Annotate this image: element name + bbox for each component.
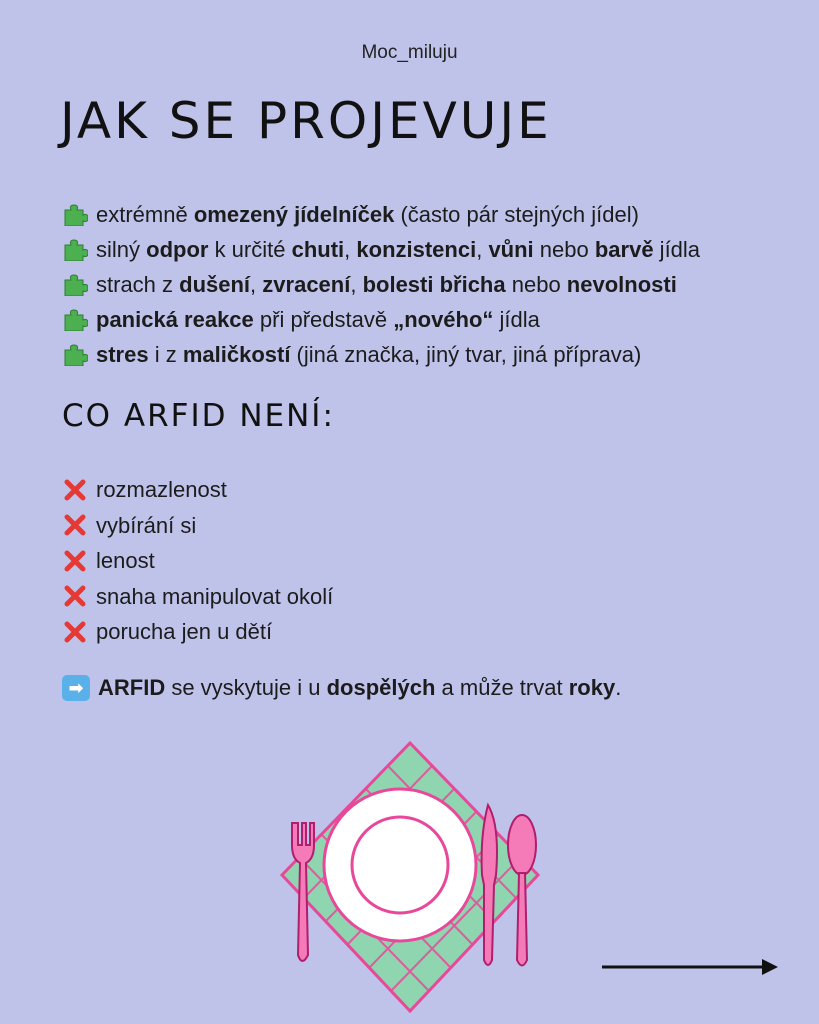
- note-text: [98, 675, 621, 701]
- text-segment: ,: [344, 237, 357, 262]
- note-line: [62, 675, 621, 701]
- bold-text: roky: [568, 675, 616, 700]
- text-segment: a může trvat: [435, 675, 569, 700]
- not-item: [62, 508, 333, 544]
- symptom-text: [96, 197, 639, 232]
- text-segment: jídla: [493, 307, 540, 332]
- plate-cutlery-illustration: [270, 735, 550, 1020]
- text-segment: při představě: [253, 307, 394, 332]
- not-item: [62, 543, 333, 579]
- bold-text: dospělých: [326, 675, 436, 700]
- text-segment: strach z: [96, 272, 180, 297]
- account-handle: Moc_miluju: [361, 42, 458, 63]
- cross-mark-icon: [62, 550, 88, 572]
- bold-text: „nového“: [393, 307, 494, 332]
- next-arrow-icon[interactable]: [600, 955, 782, 979]
- text-segment: jídla: [653, 237, 701, 262]
- text-segment: se vyskytuje i u: [165, 675, 327, 700]
- bold-text: vůni: [488, 237, 534, 262]
- bold-text: odpor: [146, 237, 209, 262]
- bold-text: stres: [96, 342, 149, 367]
- text-segment: ,: [250, 272, 263, 297]
- cross-mark-icon: [62, 585, 88, 607]
- text-segment: extrémně: [96, 202, 194, 227]
- text-segment: (často pár stejných jídel): [394, 202, 639, 227]
- symptom-text: [96, 302, 540, 337]
- text-segment: (jiná značka, jiný tvar, jiná příprava): [290, 342, 642, 367]
- bold-text: barvě: [594, 237, 654, 262]
- section-subtitle: CO ARFID NENÍ:: [62, 398, 335, 434]
- puzzle-icon: [62, 274, 88, 296]
- right-arrow-icon: ➡: [62, 675, 90, 701]
- symptom-item: [62, 232, 700, 267]
- not-item: [62, 614, 333, 650]
- not-list: [62, 472, 333, 650]
- symptom-text: [96, 337, 641, 372]
- cross-mark-icon: [62, 479, 88, 501]
- not-item: [62, 579, 333, 615]
- not-item-text: porucha jen u dětí: [96, 619, 273, 644]
- symptom-text: [96, 232, 700, 267]
- not-item-text: snaha manipulovat okolí: [96, 583, 334, 609]
- text-segment: nebo: [505, 272, 567, 297]
- cross-mark-icon: [62, 621, 88, 643]
- bold-text: zvracení: [262, 272, 351, 297]
- bold-text: maličkostí: [182, 342, 291, 367]
- text-segment: silný: [96, 237, 147, 262]
- symptom-item: [62, 267, 700, 302]
- not-item-text: lenost: [96, 548, 155, 573]
- puzzle-icon: [62, 204, 88, 226]
- symptom-list: [62, 197, 700, 372]
- not-item: [62, 472, 333, 508]
- text-segment: i z: [148, 342, 183, 367]
- bold-text: chuti: [291, 237, 345, 262]
- bold-text: nevolnosti: [566, 272, 677, 297]
- bold-text: ARFID: [98, 675, 166, 700]
- symptom-item: [62, 197, 700, 232]
- text-segment: ,: [350, 272, 363, 297]
- page-title: JAK SE PROJEVUJE: [60, 92, 552, 150]
- bold-text: dušení: [179, 272, 251, 297]
- symptom-item: [62, 302, 700, 337]
- text-segment: ,: [476, 237, 489, 262]
- symptom-text: [96, 267, 677, 302]
- bold-text: konzistenci: [356, 237, 477, 262]
- text-segment: nebo: [533, 237, 595, 262]
- symptom-item: [62, 337, 700, 372]
- text-segment: .: [615, 675, 622, 700]
- bold-text: bolesti břicha: [362, 272, 506, 297]
- plate-graphic: [324, 789, 476, 941]
- puzzle-icon: [62, 239, 88, 261]
- knife-graphic: [482, 805, 497, 965]
- bold-text: panická reakce: [96, 307, 254, 332]
- bold-text: omezený jídelníček: [193, 202, 395, 227]
- puzzle-icon: [62, 309, 88, 331]
- not-item-text: rozmazlenost: [96, 477, 227, 502]
- puzzle-icon: [62, 344, 88, 366]
- cross-mark-icon: [62, 514, 88, 536]
- text-segment: k určité: [208, 237, 292, 262]
- not-item-text: vybírání si: [96, 512, 197, 538]
